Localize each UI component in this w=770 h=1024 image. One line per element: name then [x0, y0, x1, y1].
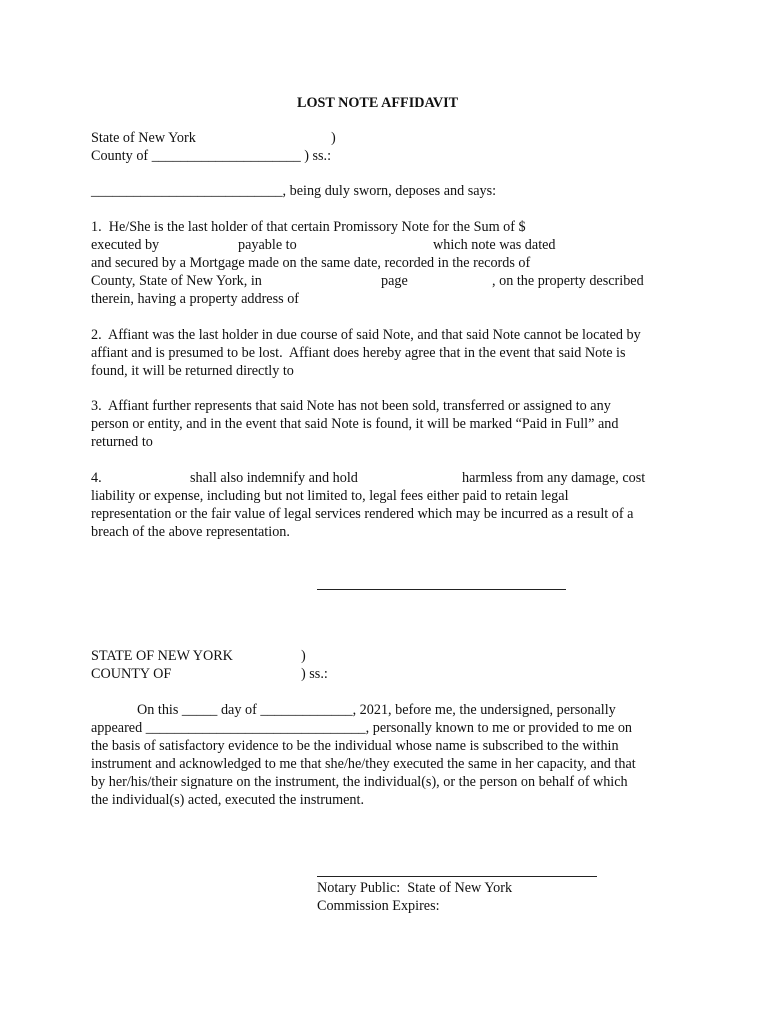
ack-line1: On this _____ day of _____________, 2021, before me, the undersigned, personally	[137, 702, 616, 718]
ack-line3: the basis of satisfactory evidence to be the individual whose name is subscribed to the within	[91, 738, 619, 754]
para4-harmless: harmless from any damage, cost	[462, 470, 646, 486]
para4-number: 4.	[91, 470, 102, 486]
venue-state: State of New York	[91, 130, 196, 146]
para1-which-note: which note was dated	[433, 237, 556, 253]
para1-line1: 1. He/She is the last holder of that certain Promissory Note for the Sum of $	[91, 219, 526, 235]
para1-payable-to: payable to	[238, 237, 297, 253]
para3-line3: returned to	[91, 434, 153, 450]
para4-line2: liability or expense, including but not limited to, legal fees either paid to retain legal	[91, 488, 569, 504]
para2-line2: affiant and is presumed to be lost. Affiant does hereby agree that in the event that said Note is	[91, 345, 626, 361]
para1-county-state: County, State of New York, in	[91, 273, 262, 289]
notary-venue-paren: )	[301, 648, 306, 664]
affiant-signature-line[interactable]	[317, 589, 566, 590]
deponent-line: ___________________________, being duly sworn, deposes and says:	[91, 183, 497, 199]
para3-line2: person or entity, and in the event that said Note is found, it will be marked “Paid in Full” and	[91, 416, 619, 432]
notary-venue-state: STATE OF NEW YORK	[91, 648, 233, 664]
notary-venue-county: COUNTY OF	[91, 666, 172, 682]
notary-signature-line[interactable]	[317, 876, 597, 877]
ack-line6: the individual(s) acted, executed the instrument.	[91, 792, 365, 808]
para1-property-described: , on the property described	[492, 273, 644, 289]
para1-page: page	[381, 273, 408, 289]
para4-line3: representation or the fair value of legal services rendered which may be incurred as a result of a	[91, 506, 634, 522]
notary-venue-ss: ) ss.:	[301, 666, 328, 682]
ack-line2: appeared _______________________________, personally known to me or provided to me on	[91, 720, 633, 736]
para1-line5: therein, having a property address of	[91, 291, 300, 307]
para2-line1: 2. Affiant was the last holder in due course of said Note, and that said Note cannot be located by	[91, 327, 641, 343]
para2-line3: found, it will be returned directly to	[91, 363, 294, 379]
commission-expires-label: Commission Expires:	[317, 898, 440, 914]
para1-executed-by: executed by	[91, 237, 160, 253]
ack-line4: instrument and acknowledged to me that she/he/they executed the same in her capacity, and that	[91, 756, 636, 772]
para1-line3: and secured by a Mortgage made on the same date, recorded in the records of	[91, 255, 531, 271]
venue-paren: )	[331, 130, 336, 146]
ack-line5: by her/his/their signature on the instrument, the individual(s), or the person on behalf of which	[91, 774, 628, 790]
document-title: LOST NOTE AFFIDAVIT	[297, 95, 459, 111]
para3-line1: 3. Affiant further represents that said Note has not been sold, transferred or assigned to any	[91, 398, 611, 414]
para4-shall-indemnify: shall also indemnify and hold	[190, 470, 358, 486]
notary-public-label: Notary Public: State of New York	[317, 880, 513, 896]
venue-county: County of _____________________ ) ss.:	[91, 148, 332, 164]
para4-line4: breach of the above representation.	[91, 524, 290, 540]
